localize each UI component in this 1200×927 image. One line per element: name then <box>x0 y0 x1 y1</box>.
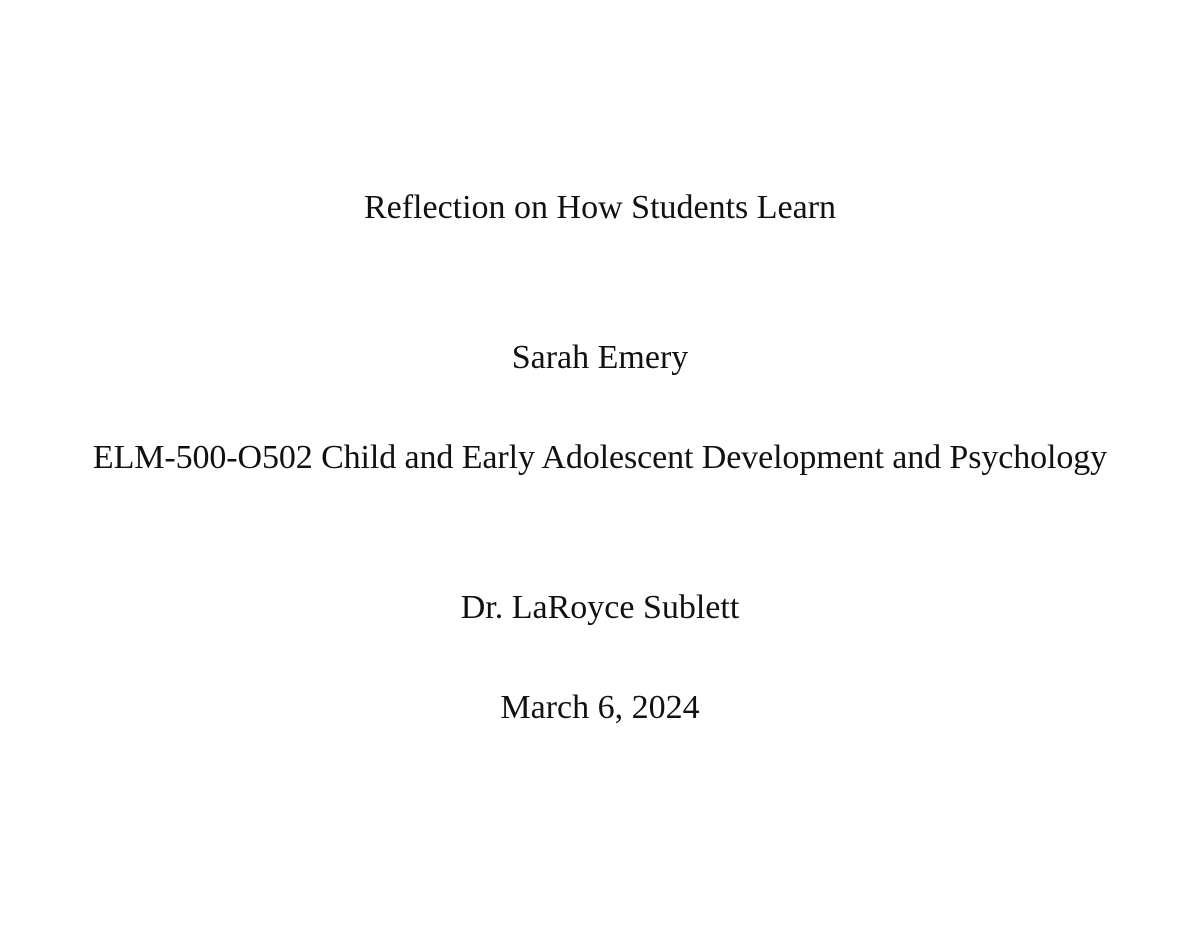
course-name: ELM-500-O502 Child and Early Adolescent Development and Psychology <box>92 439 1108 476</box>
submission-date: March 6, 2024 <box>500 689 700 726</box>
author-name: Sarah Emery <box>511 339 689 376</box>
paper-title: Reflection on How Students Learn <box>363 189 837 226</box>
instructor-name: Dr. LaRoyce Sublett <box>460 589 740 626</box>
